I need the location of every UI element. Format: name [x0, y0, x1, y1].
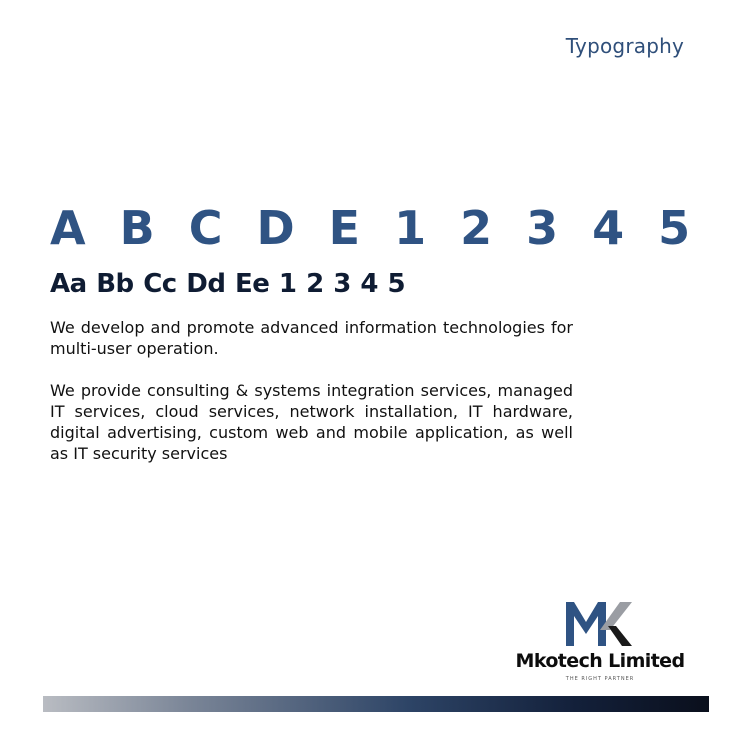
logo-company-name: Mkotech Limited — [515, 650, 685, 672]
logo-tagline: THE RIGHT PARTNER — [565, 676, 635, 682]
footer-gradient-bar — [43, 696, 709, 712]
uppercase-specimen: A B C D E 1 2 3 4 5 — [50, 201, 700, 255]
mk-logo-icon — [566, 600, 632, 646]
mixed-case-specimen: Aa Bb Cc Dd Ee 1 2 3 4 5 — [50, 269, 406, 299]
company-logo — [500, 596, 700, 686]
services-paragraph: We provide consulting & systems integration services, managed IT services, cloud services, network installation, IT hardware, digital advertising, custom web and mobile application, as well as IT security services — [50, 381, 573, 463]
page-section-label: Typography — [565, 34, 684, 58]
intro-paragraph: We develop and promote advanced information technologies for multi-user operation. — [50, 318, 573, 358]
